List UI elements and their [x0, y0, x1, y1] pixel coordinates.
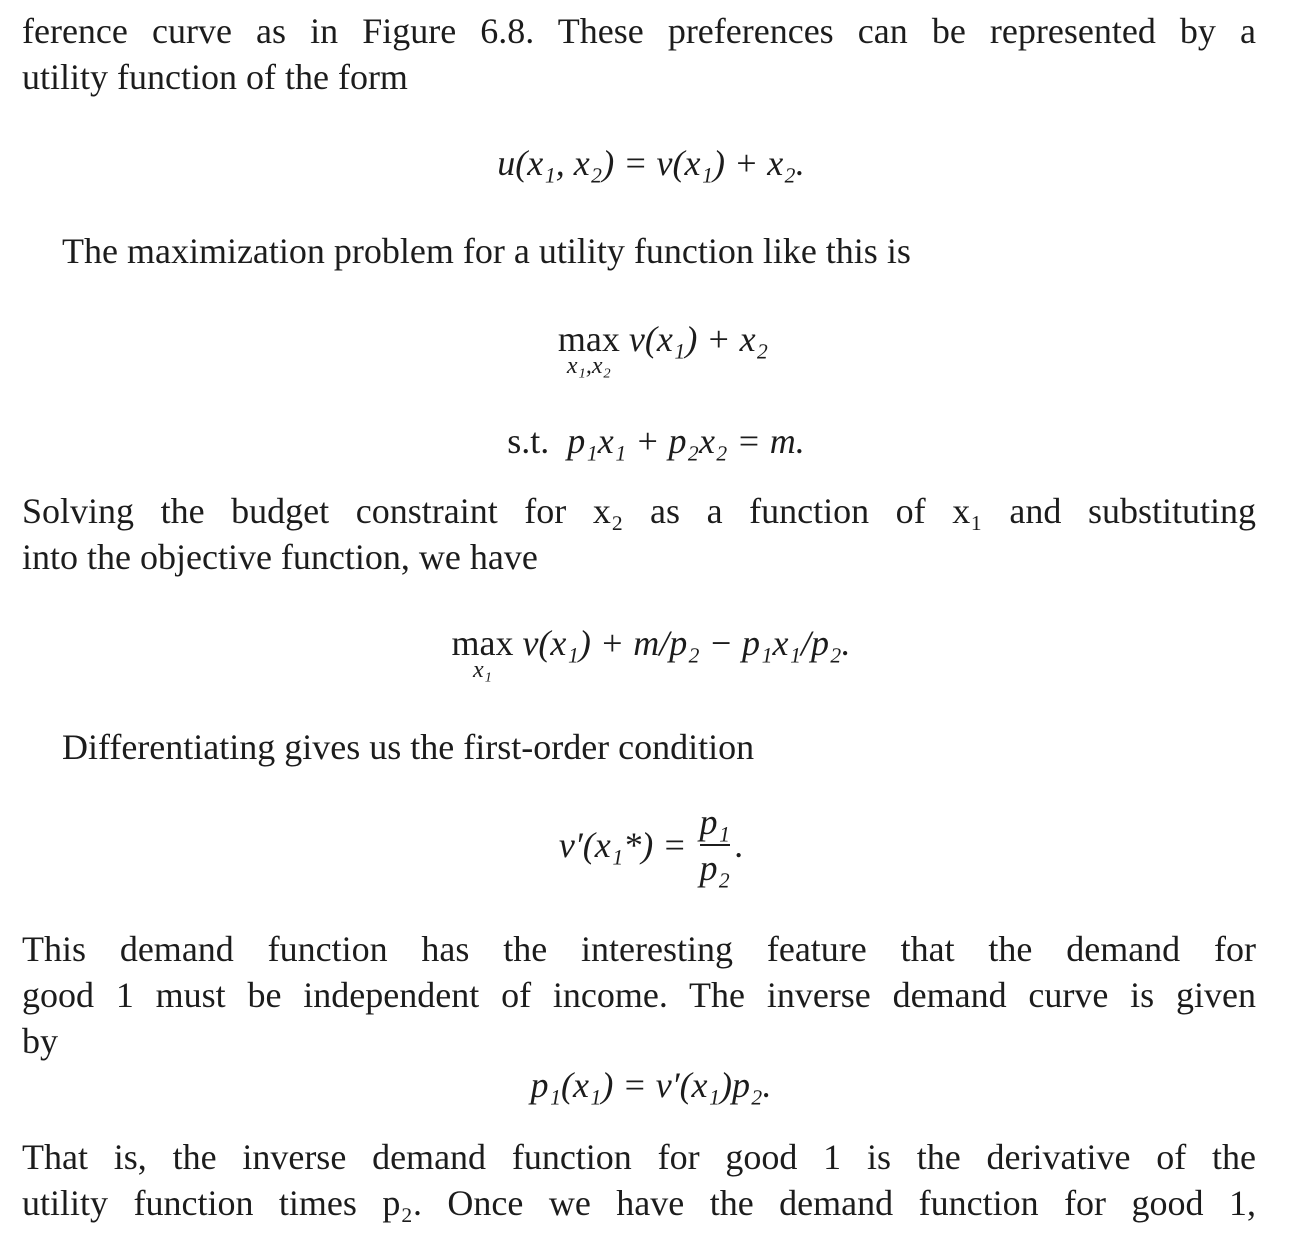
paragraph-line: utility function of the form [22, 57, 408, 97]
equation-budget-constraint [0, 420, 1302, 462]
paragraph-line: Differentiating gives us the first-order condition [62, 727, 755, 767]
max-word: max [451, 623, 514, 663]
paragraph-differentiating [62, 724, 1256, 770]
foc-period: . [734, 825, 744, 865]
paragraph-line: utility function times p₂. Once we have the demand function for good 1, [22, 1183, 1256, 1223]
max-subscript: x₁ [472, 657, 492, 683]
foc-lhs: v′(x₁*) = [558, 825, 687, 865]
fraction-numerator: p₁ [699, 802, 731, 842]
paragraph-line: good 1 must be independent of income. The inverse demand curve is given [22, 975, 1256, 1015]
objective-function: v(x₁) + x₂ [628, 319, 769, 359]
paragraph-line: Solving the budget constraint for x₂ as a function of x₁ and substituting [22, 491, 1256, 531]
subject-to-label: s.t. [507, 421, 550, 461]
constraint-text: p₁x₁ + p₂x₂ = m. [567, 421, 805, 461]
equation-substituted-objective [0, 622, 1302, 682]
equation-first-order-condition [0, 802, 1302, 888]
paragraph-line: into the objective function, we have [22, 537, 538, 577]
fraction-denominator: p₂ [699, 848, 731, 888]
paragraph-line: by [22, 1021, 58, 1061]
paragraph-inverse-demand-explained [22, 1134, 1256, 1226]
equation-utility-function [0, 142, 1302, 184]
max-operator [558, 318, 620, 378]
max-subscript: x₁,x₂ [566, 353, 611, 379]
paragraph-line: The maximization problem for a utility function like this is [62, 231, 911, 271]
paragraph-maximization-intro [62, 228, 1256, 274]
paragraph-solving-budget [22, 488, 1256, 580]
equation-inverse-demand [0, 1064, 1302, 1106]
max-operator [451, 622, 513, 682]
fraction-bar [700, 844, 731, 846]
paragraph-demand-feature [22, 926, 1256, 1064]
paragraph-preferences [22, 8, 1256, 100]
objective-function: v(x₁) + m/p₂ − p₁x₁/p₂. [522, 623, 851, 663]
equation-text: u(x₁, x₂) = v(x₁) + x₂. [497, 143, 805, 183]
paragraph-line: ference curve as in Figure 6.8. These preferences can be represented by a [22, 11, 1256, 51]
equation-text: p₁(x₁) = v′(x₁)p₂. [530, 1065, 772, 1105]
paragraph-line: That is, the inverse demand function for good 1 is the derivative of the [22, 1137, 1256, 1177]
fraction [700, 802, 731, 888]
equation-maximization [0, 318, 1302, 378]
max-word: max [557, 319, 620, 359]
paragraph-line: This demand function has the interesting feature that the demand for [22, 929, 1256, 969]
